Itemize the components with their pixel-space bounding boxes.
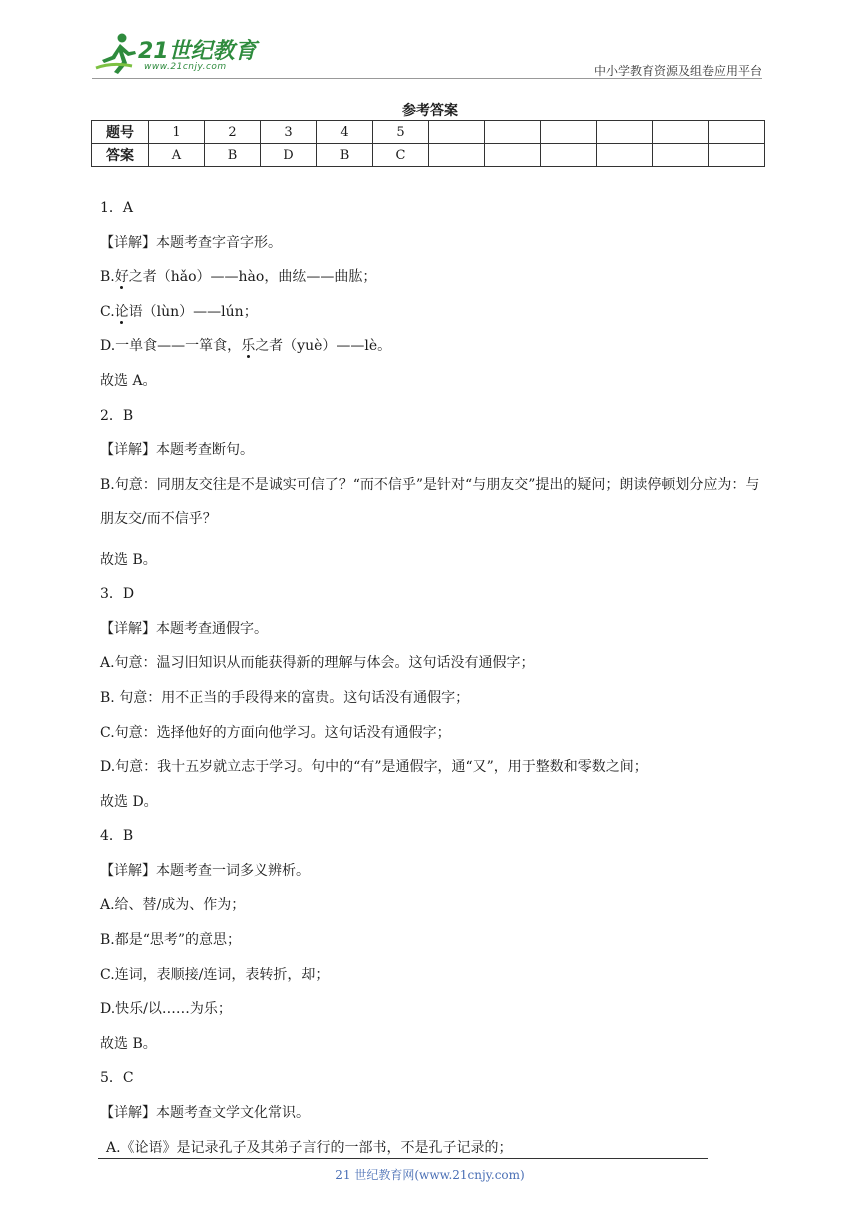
text: C. (100, 303, 115, 320)
table-cell (597, 144, 653, 167)
text: B. (100, 269, 115, 286)
q4-conclusion: 故选 B。 (100, 1035, 157, 1052)
text: 语（lùn）——lún； (128, 303, 258, 320)
q2-detail: 【详解】本题考查断句。 (100, 442, 254, 459)
q5-option-a: A.《论语》是记录孔子及其弟子言行的一部书，不是孔子记录的； (106, 1139, 513, 1156)
q1-detail: 【详解】本题考查字音字形。 (100, 234, 282, 251)
answer-explanations (100, 196, 770, 1170)
q1-option-b (100, 265, 770, 300)
q3-option-a: A.句意：温习旧知识从而能获得新的理解与体会。这句话没有通假字； (100, 655, 535, 672)
table-cell: C (373, 144, 429, 167)
table-cell (541, 144, 597, 167)
text: 之者（hǎo）——hào，曲纮——曲肱； (128, 269, 377, 286)
header-divider (92, 78, 762, 79)
platform-label: 中小学教育资源及组卷应用平台 (593, 64, 762, 78)
q3-detail: 【详解】本题考查通假字。 (100, 620, 268, 637)
table-cell (653, 144, 709, 167)
answer-table (91, 120, 765, 167)
table-cell: 3 (261, 121, 317, 144)
table-cell: 4 (317, 121, 373, 144)
table-cell (597, 121, 653, 144)
table-cell (709, 144, 765, 167)
emphasis-dot-char: 好 (114, 269, 129, 286)
table-cell (653, 121, 709, 144)
table-cell: A (149, 144, 205, 167)
footer-divider (98, 1158, 708, 1159)
q2-answer: 2．B (100, 407, 134, 424)
footer-link[interactable]: 21 世纪教育网(www.21cnjy.com) (335, 1168, 525, 1182)
table-cell: D (261, 144, 317, 167)
logo-url: www.21cnjy.com (144, 62, 227, 72)
table-cell (541, 121, 597, 144)
page-title: 参考答案 (402, 103, 458, 119)
q3-conclusion: 故选 D。 (100, 793, 158, 810)
q4-option-c: C.连词，表顺接/连词，表转折，却； (100, 966, 330, 983)
q4-option-b: B.都是“思考”的意思； (100, 932, 242, 949)
table-header-answer: 答案 (92, 144, 149, 167)
table-cell: 2 (205, 121, 261, 144)
q4-option-d: D.快乐/以……为乐； (100, 1001, 232, 1018)
q3-option-b: B. 句意：用不正当的手段得来的富贵。这句话没有通假字； (100, 689, 470, 706)
q1-answer: 1．A (100, 200, 134, 216)
runner-logo-icon (92, 32, 140, 76)
table-row-answers (92, 144, 765, 167)
table-header-number: 题号 (92, 121, 149, 144)
table-row-numbers (92, 121, 765, 144)
logo-text: 21世纪教育 (138, 39, 257, 64)
table-cell (709, 121, 765, 144)
table-cell (485, 144, 541, 167)
q1-option-c (100, 300, 770, 335)
q1-option-d (100, 334, 770, 369)
q3-option-c: C.句意：选择他好的方面向他学习。这句话没有通假字； (100, 724, 451, 741)
table-cell: B (205, 144, 261, 167)
table-cell (485, 121, 541, 144)
text: D.一单食——一箪食， (100, 338, 242, 355)
text: 之者（yuè）——lè。 (255, 338, 392, 355)
q5-answer: 5．C (100, 1070, 134, 1087)
q1-conclusion: 故选 A。 (100, 372, 157, 389)
table-cell (429, 121, 485, 144)
q5-detail: 【详解】本题考查文学文化常识。 (100, 1105, 310, 1122)
table-cell: 5 (373, 121, 429, 144)
site-logo (92, 28, 272, 80)
q4-answer: 4．B (100, 828, 134, 845)
q2-option-b: B.句意：同朋友交往是不是诚实可信了？“而不信乎”是针对“与朋友交”提出的疑问；朗读停顿划分应为：与朋友交/而不信乎？ (100, 476, 760, 528)
q4-detail: 【详解】本题考查一词多义辨析。 (100, 862, 310, 879)
table-cell: B (317, 144, 373, 167)
emphasis-dot-char: 论 (114, 303, 129, 320)
table-cell (429, 144, 485, 167)
q4-option-a: A.给、替/成为、作为； (100, 897, 246, 914)
q3-answer: 3．D (100, 586, 135, 603)
emphasis-dot-char: 乐 (241, 338, 256, 355)
q2-conclusion: 故选 B。 (100, 551, 157, 568)
q3-option-d: D.句意：我十五岁就立志于学习。句中的“有”是通假字，通“又”，用于整数和零数之间； (100, 759, 648, 776)
page-header (92, 28, 762, 80)
table-cell: 1 (149, 121, 205, 144)
